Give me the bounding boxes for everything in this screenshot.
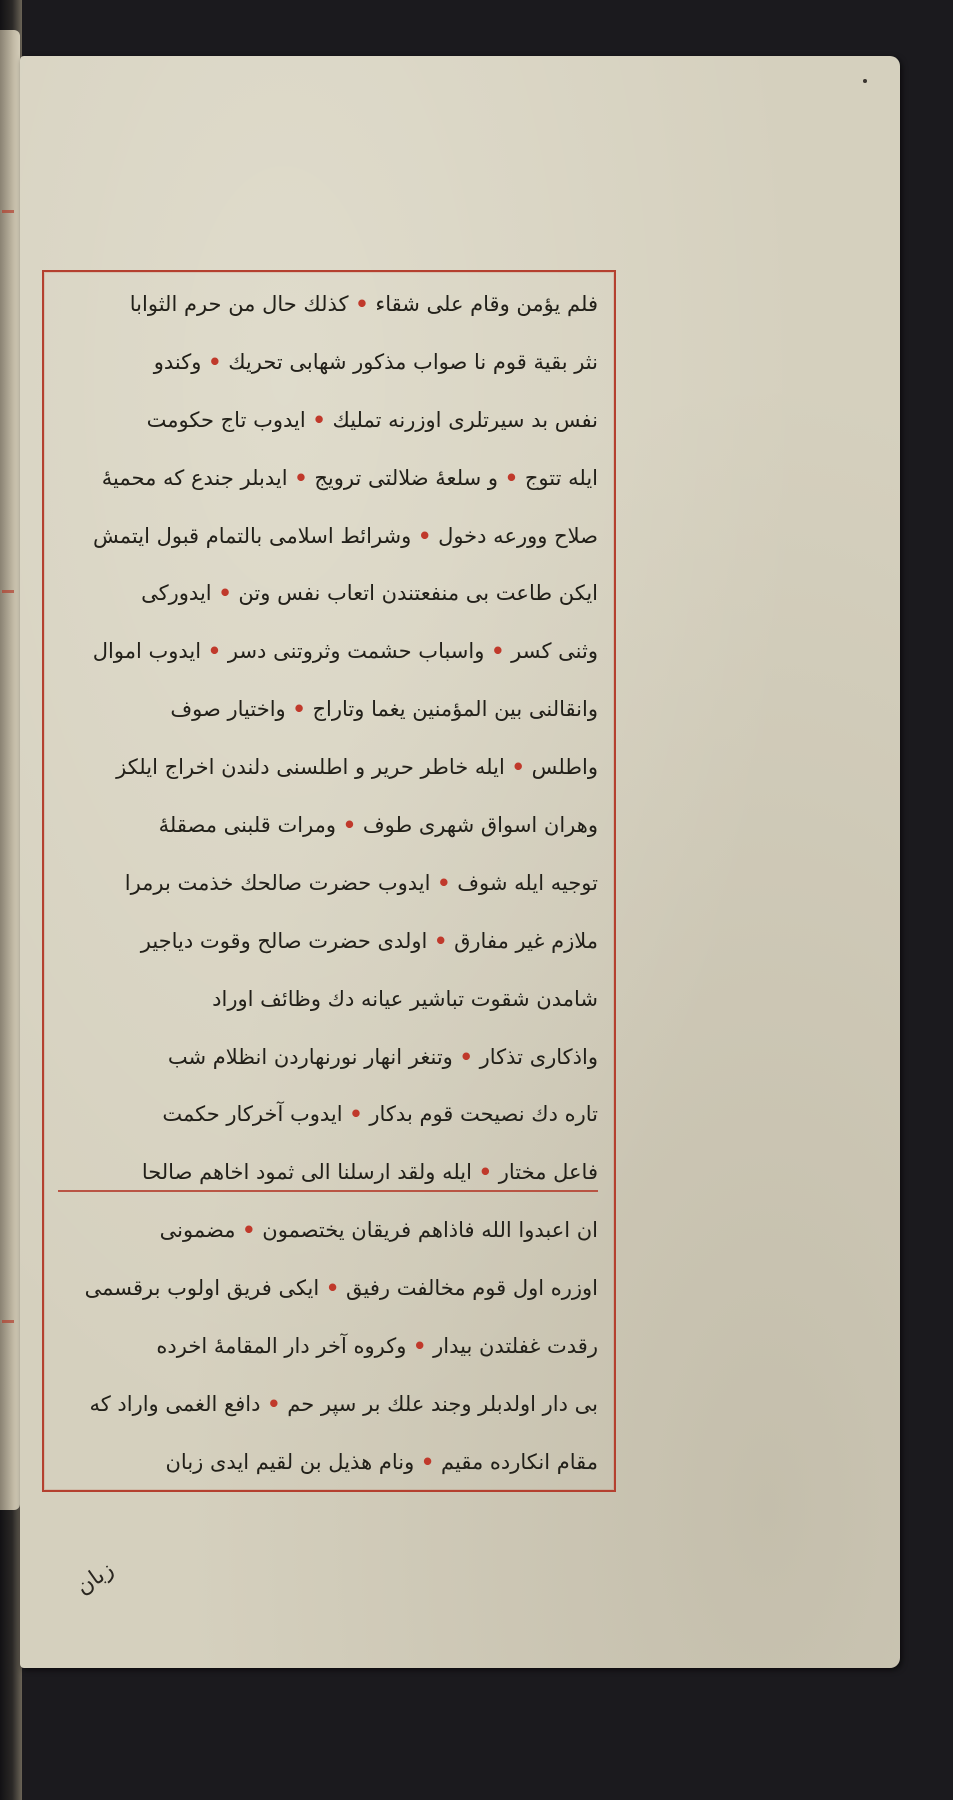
text-line: وهران اسواق شهرى طوف • ومرات قلبنى مصقلهٔ [158, 813, 598, 838]
previous-page-edge [0, 30, 20, 1510]
rubric-dot: • [413, 1334, 427, 1359]
rubric-dot: • [478, 1160, 493, 1185]
rubric-dot: • [208, 349, 222, 374]
text-line: ايكن طاعت بى منفعتندن اتعاب نفس وتن • ايدوركى [141, 581, 598, 606]
rubric-dot: • [242, 1218, 256, 1243]
text-line: نفس بد سيرتلرى اوزرنه تمليك • ايدوب تاج حكومت [146, 407, 598, 432]
text-block [58, 278, 598, 1488]
text-line: مقام انكارده مقيم • ونام هذيل بن لقيم ايدى زبان [165, 1449, 598, 1474]
text-line: تاره دك نصيحت قوم بدكار • ايدوب آخركار حكمت [162, 1102, 598, 1127]
edge-rule-mark [2, 590, 14, 593]
rubric-dot: • [312, 407, 326, 432]
manuscript-page [20, 56, 900, 1668]
text-line: شامدن شقوت تباشير عيانه دك وظائف اوراد [212, 986, 598, 1011]
text-line: وانقالنى بين المؤمنين يغما وتاراج • واختيار صوف [170, 697, 598, 722]
text-line: صلاح وورعه دخول • وشرائط اسلامى بالتمام قبول ايتمش [92, 523, 598, 548]
rubric-dot: • [491, 639, 505, 664]
rubric-dot: • [434, 928, 448, 953]
rubric-dot: • [207, 639, 222, 664]
text-line: اوزره اول قوم مخالفت رفيق • ايكى فريق اولوب برقسمى [84, 1276, 598, 1301]
rubric-dot: • [355, 292, 369, 316]
rubric-dot: • [292, 697, 306, 722]
text-line: ملازم غير مفارق • اولدى حضرت صالح وقوت دياجير [140, 928, 598, 953]
quran-quote-line: فاعل مختار • ايله ولقد ارسلنا الى ثمود اخاهم صالحا [58, 1152, 598, 1192]
rubric-dot: • [218, 581, 232, 606]
text-line: ان اعبدوا الله فاذاهم فريقان يختصمون • مضمونى [159, 1218, 598, 1243]
rubric-dot: • [294, 465, 308, 490]
text-line: واذكارى تذكار • وتنغر انهار نورنهاردن انظلام شب [167, 1044, 598, 1069]
text-line: وثنى كسر • واسباب حشمت وثروتنى دسر • ايدوب اموال [92, 639, 598, 664]
text-line: توجيه ايله شوف • ايدوب حضرت صالحك خذمت برمرا [124, 870, 598, 895]
edge-rule-mark [2, 1320, 14, 1323]
rubric-dot: • [504, 465, 519, 490]
rubric-dot: • [437, 870, 451, 895]
text-line: واطلس • ايله خاطر حرير و اطلسنى دلندن اخراج ايلكز [116, 755, 598, 780]
rubric-dot: • [342, 813, 357, 838]
text-line: رقدت غفلتدن بيدار • وكروه آخر دار المقامهٔ اخرده [156, 1334, 598, 1359]
page-speck [863, 79, 867, 83]
rubric-dot: • [267, 1391, 281, 1416]
text-line: ايله تتوج • و سلعهٔ ضلالتى ترويج • ايدبلر جندع كه محميهٔ [101, 465, 598, 490]
rubric-dot: • [511, 755, 525, 780]
rubric-dot: • [459, 1044, 473, 1069]
rubric-dot: • [417, 523, 432, 548]
catchword: زبان [71, 1556, 119, 1601]
rubric-dot: • [325, 1276, 340, 1301]
text-line: نثر بقية قوم نا صواب مذكور شهابى تحريك • وكندو [153, 349, 598, 374]
text-line: فلم يؤمن وقام على شقاء • كذلك حال من حرم الثوابا [129, 292, 598, 316]
text-line: بى دار اولدبلر وجند علك بر سپر حم • دافع الغمى واراد كه [89, 1391, 598, 1416]
edge-rule-mark [2, 210, 14, 213]
rubric-dot: • [420, 1449, 435, 1474]
rubric-dot: • [349, 1102, 363, 1127]
